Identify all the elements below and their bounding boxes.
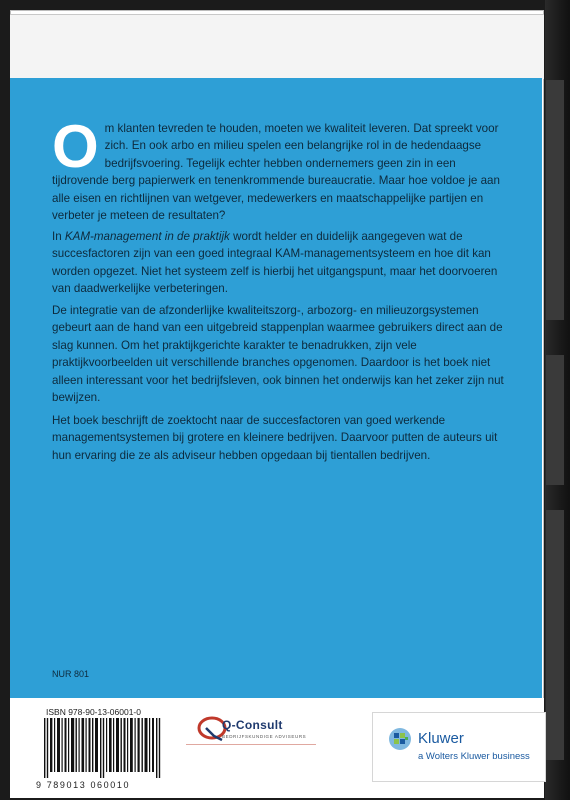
qconsult-name: Q-Consult bbox=[222, 718, 283, 732]
case-bar bbox=[546, 355, 564, 485]
paragraph-kam-prefix: In bbox=[52, 230, 65, 243]
isbn-label: ISBN 978-90-13-06001-0 bbox=[46, 707, 141, 717]
paragraph-integration: De integratie van de afzonderlijke kwaliteitszorg-, arbozorg- en milieuzorgsystemen gebeurt aan de hand van een uitgebreid stappenplan waarmee gebruikers direct aan de slag kunnen. Om het praktijkgerichte karakter te benadrukken, zijn vele praktijkvoorbeelden uit verschillende branches opgenomen. Daardoor is het boek niet alleen interessant voor het bedrijfsleven, ook binnen het onderwijs kan het zeker zijn nut bewijzen. bbox=[52, 304, 504, 405]
paragraph-intro bbox=[52, 113, 510, 224]
kluwer-tagline: a Wolters Kluwer business bbox=[418, 751, 530, 762]
book-title-italic: KAM-management in de praktijk bbox=[64, 230, 230, 243]
paragraph-search: Het boek beschrijft de zoektocht naar de succesfactoren van goed werkende managementsystemen bij grotere en kleinere bedrijven. Daarvoor putten de auteurs uit hun ervaring die ze als adviseur hebben opgedaan bij tientallen bedrijven. bbox=[52, 414, 498, 462]
paragraph-kam bbox=[52, 228, 510, 298]
qconsult-divider bbox=[186, 744, 316, 745]
paragraph-intro-text: m klanten tevreden te houden, moeten we kwaliteit leveren. Dat spreekt voor zich. En ook arbo en milieu spelen een belangrijke rol in de hedendaagse bedrijfsvoering. Tegelijk echter hebben ondernemers geen zin in een tijdrovende berg papierwerk en tenenkrommende bureaucratie. Maar hoe voldoe je aan alle eisen en richtlijnen van wetgever, medewerkers en maatschappelijke partijen en verbeter je meteen de resultaten? bbox=[52, 122, 500, 223]
barcode-digits: 9 789013 060010 bbox=[36, 780, 131, 790]
drop-cap: O bbox=[52, 113, 99, 180]
kluwer-name: Kluwer bbox=[418, 730, 464, 747]
kluwer-logo-icon bbox=[388, 727, 412, 751]
barcode bbox=[44, 718, 164, 778]
case-bar bbox=[546, 80, 564, 320]
qconsult-tagline: BEDRIJFSKUNDIGE ADVISEURS bbox=[222, 734, 307, 739]
cover-top-band bbox=[10, 14, 544, 79]
case-bar bbox=[546, 510, 564, 760]
nur-code: NUR 801 bbox=[52, 669, 90, 679]
paragraph-kam-text: wordt helder en duidelijk aangegeven wat de succesfactoren zijn van een goed integraal KAM-managementsysteem en hoe dit kan worden opgezet. Niet het systeem zelf is hierbij het uitgangspunt, maar het doorvoeren van daadwerkelijke verbeteringen. bbox=[52, 230, 498, 296]
